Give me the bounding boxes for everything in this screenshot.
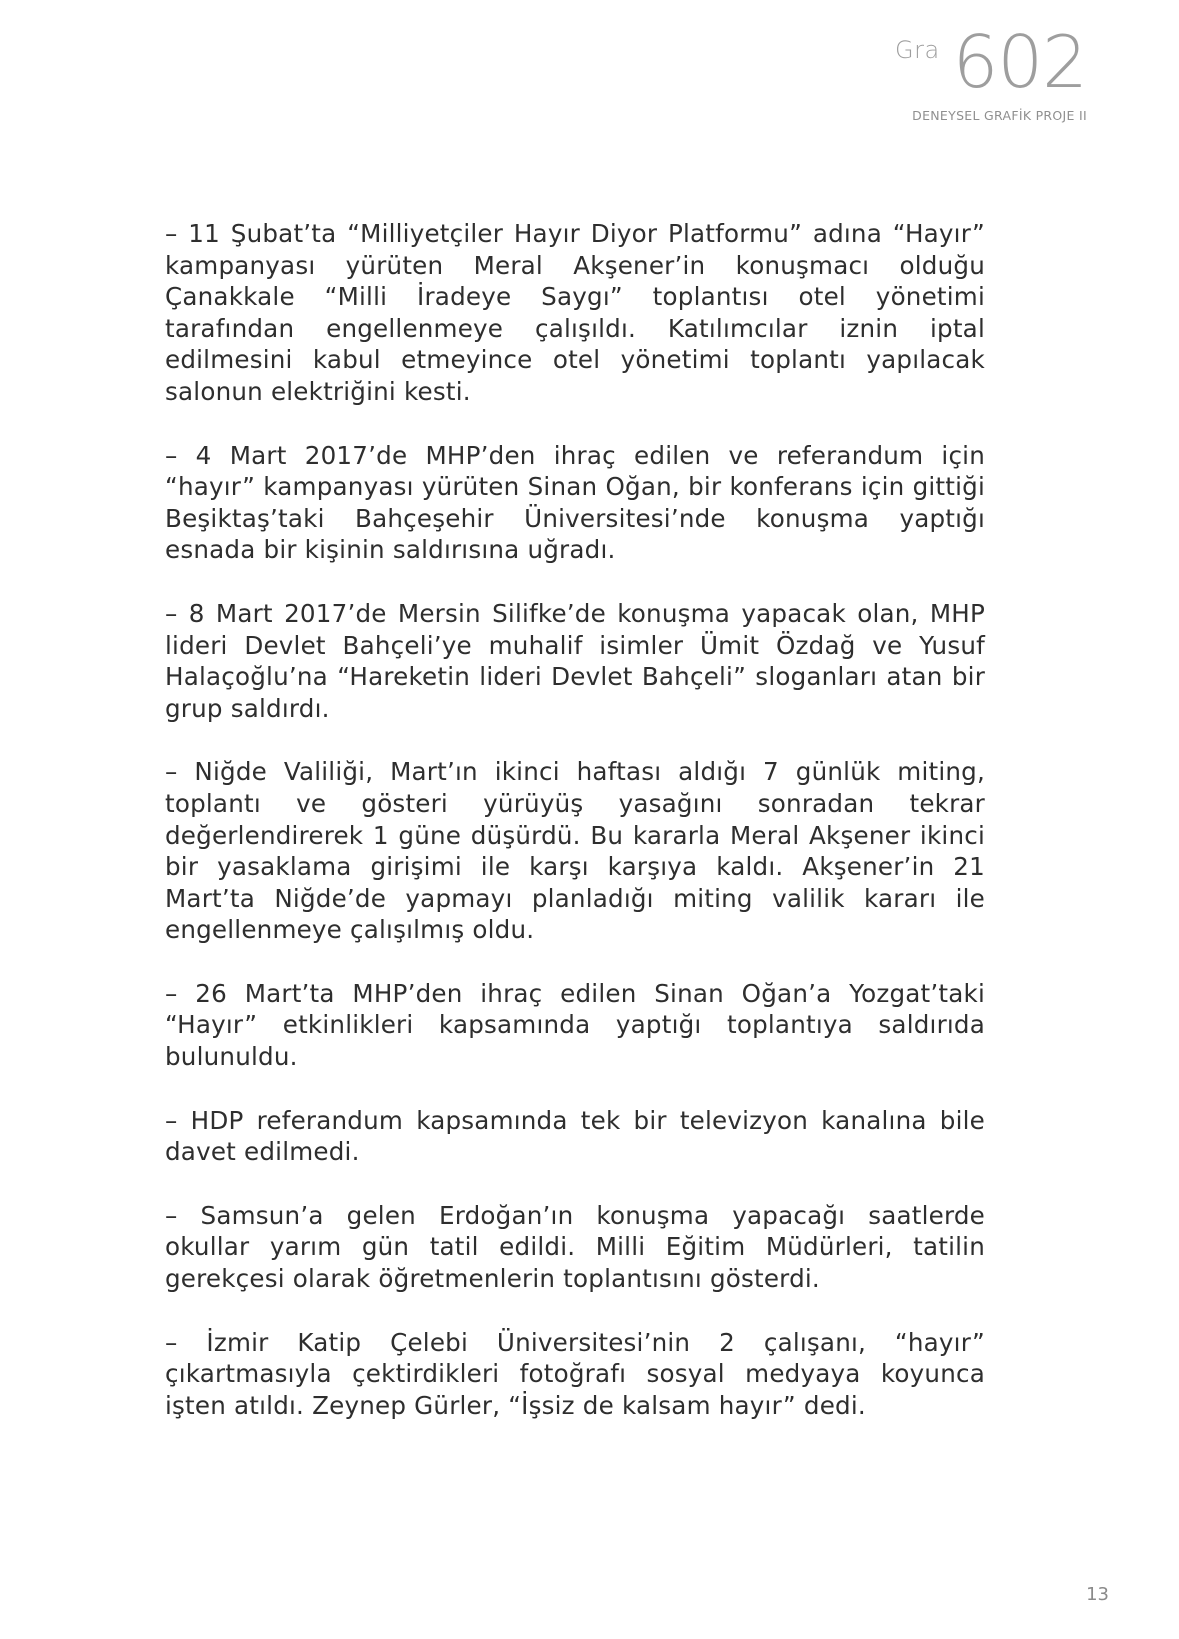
paragraph: – 4 Mart 2017’de MHP’den ihraç edilen ve referandum için “hayır” kampanyası yürüten Sinan Oğan, bir konferans için gittiği Beşiktaş’taki Bahçeşehir Üniversitesi’nde konuşma yaptığı esnada bir kişinin saldırısına uğradı. [165,440,985,565]
paragraph: – Niğde Valiliği, Mart’ın ikinci haftası aldığı 7 günlük miting, toplantı ve gösteri yürüyüş yasağını sonradan tekrar değerlendirerek 1 güne düşürdü. Bu kararla Meral Akşener ikinci bir yasaklama girişimi ile karşı karşıya kaldı. Akşener’in 21 Mart’ta Niğde’de yapmayı planladığı miting valilik kararı ile engellenmeye çalışılmış oldu. [165,757,985,945]
logo-prefix: Gra [895,36,940,64]
paragraph: – Samsun’a gelen Erdoğan’ın konuşma yapacağı saatlerde okullar yarım gün tatil edildi. Milli Eğitim Müdürleri, tatilin gerekçesi olarak öğretmenlerin toplantısını gösterdi. [165,1200,985,1294]
header-subtitle: DENEYSEL GRAFİK PROJE II [912,108,1087,123]
paragraph: – 11 Şubat’ta “Milliyetçiler Hayır Diyor Platformu” adına “Hayır” kampanyası yürüten Meral Akşener’in konuşmacı olduğu Çanakkale “Milli İradeye Saygı” toplantısı otel yönetimi tarafından engellenmeye çalışıldı. Katılımcılar iznin iptal edilmesini kabul etmeyince otel yönetimi toplantı yapılacak salonun elektriğini kesti. [165,219,985,406]
paragraph: – 26 Mart’ta MHP’den ihraç edilen Sinan Oğan’a Yozgat’taki “Hayır” etkinlikleri kapsamında yaptığı toplantıya saldırıda bulunuldu. [165,978,985,1072]
article-body [165,218,985,1453]
logo-number: 602 [952,20,1087,104]
paragraph: – İzmir Katip Çelebi Üniversitesi’nin 2 çalışanı, “hayır” çıkartmasıyla çektirdikleri fotoğrafı sosyal medyaya koyunca işten atıldı. Zeynep Gürler, “İşsiz de kalsam hayır” dedi. [165,1327,985,1420]
header-logo [877,20,1087,128]
paragraph: – HDP referandum kapsamında tek bir televizyon kanalına bile davet edilmedi. [165,1105,985,1167]
page-number: 13 [1086,1584,1109,1605]
paragraph: – 8 Mart 2017’de Mersin Silifke’de konuşma yapacak olan, MHP lideri Devlet Bahçeli’ye muhalif isimler Ümit Özdağ ve Yusuf Halaçoğlu’na “Hareketin lideri Devlet Bahçeli” sloganları atan bir grup saldırdı. [165,598,985,723]
